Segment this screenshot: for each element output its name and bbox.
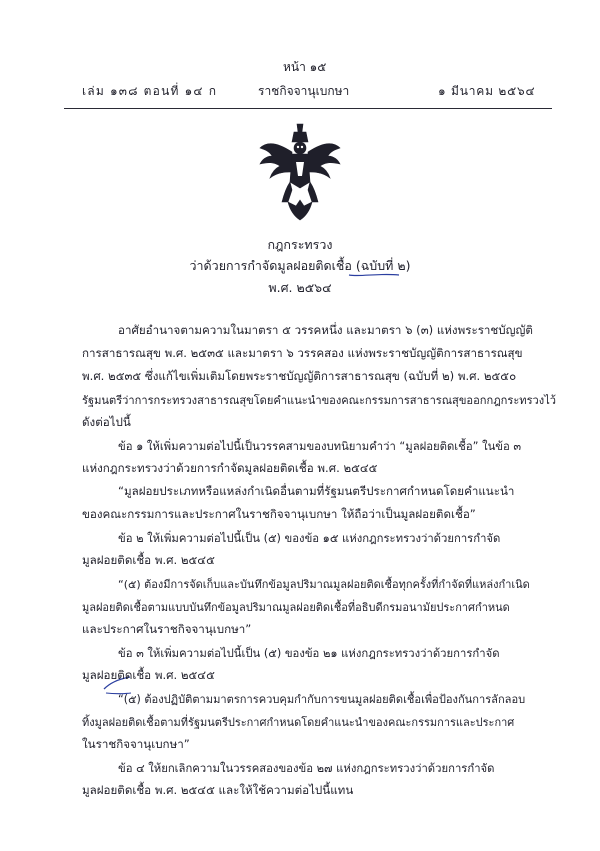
- body-line: มูลฝอยติดเชื้อ พ.ศ. ๒๕๔๕: [82, 668, 215, 682]
- body-line: ดังต่อไปนี้: [82, 415, 131, 429]
- body-line: แห่งกฎกระทรวงว่าด้วยการกำจัดมูลฝอยติดเชื้อ พ.ศ. ๒๕๔๕: [82, 461, 378, 475]
- body-line: รัฐมนตรีว่าการกระทรวงสาธารณสุขโดยคำแนะนำของคณะกรรมการสาธารณสุขออกกฎกระทรวงไว้: [82, 394, 557, 407]
- body-line: “มูลฝอยประเภทหรือแหล่งกำเนิดอื่นตามที่รัฐมนตรีประกาศกำหนดโดยคำแนะนำ: [118, 484, 515, 498]
- body-line: มูลฝอยติดเชื้อ พ.ศ. ๒๕๔๕ และให้ใช้ความต่อไปนี้แทน: [82, 783, 354, 797]
- body-line: ในราชกิจจานุเบกษา”: [82, 737, 190, 751]
- document-title: กฎกระทรวง: [267, 237, 333, 252]
- gazette-name: ราชกิจจานุเบกษา: [258, 84, 350, 98]
- body-line: มูลฝอยติดเชื้อตามแบบบันทึกข้อมูลปริมาณมูลฝอยติดเชื้อที่อธิบดีกรมอนามัยประกาศกำหนด: [82, 601, 510, 614]
- body-line: และประกาศในราชกิจจานุเบกษา”: [82, 622, 252, 636]
- body-line: “(๕) ต้องปฏิบัติตามมาตรการควบคุมกำกับการขนมูลฝอยติดเชื้อเพื่อป้องกันการลักลอบ: [118, 693, 526, 706]
- body-line: พ.ศ. ๒๕๓๕ ซึ่งแก้ไขเพิ่มเติมโดยพระราชบัญญัติการสาธารณสุข (ฉบับที่ ๒) พ.ศ. ๒๕๕๐: [82, 369, 517, 383]
- garuda-emblem-icon: [258, 122, 342, 222]
- gazette-date: ๑ มีนาคม ๒๕๖๔: [438, 84, 536, 98]
- document-year: พ.ศ. ๒๕๖๔: [268, 280, 332, 295]
- document-subtitle: ว่าด้วยการกำจัดมูลฝอยติดเชื้อ (ฉบับที่ ๒): [189, 258, 411, 273]
- body-line: มูลฝอยติดเชื้อ พ.ศ. ๒๕๔๕: [82, 553, 215, 567]
- volume-info: เล่ม ๑๓๘ ตอนที่ ๑๔ ก: [82, 84, 218, 98]
- body-line: อาศัยอำนาจตามความในมาตรา ๕ วรรคหนึ่ง และมาตรา ๖ (๓) แห่งพระราชบัญญัติ: [118, 323, 533, 337]
- body-line: ของคณะกรรมการและประกาศในราชกิจจานุเบกษา ให้ถือว่าเป็นมูลฝอยติดเชื้อ”: [82, 507, 476, 521]
- page-number: หน้า ๑๕: [283, 60, 327, 74]
- clause-1-line: ข้อ ๑ ให้เพิ่มความต่อไปนี้เป็นวรรคสามของบทนิยามคำว่า “มูลฝอยติดเชื้อ” ในข้อ ๓: [118, 440, 522, 453]
- body-line: ทิ้งมูลฝอยติดเชื้อตามที่รัฐมนตรีประกาศกำหนดโดยคำแนะนำของคณะกรรมการและประกาศ: [82, 716, 515, 729]
- clause-2-line: ข้อ ๒ ให้เพิ่มความต่อไปนี้เป็น (๕) ของข้อ ๑๕ แห่งกฎกระทรวงว่าด้วยการกำจัด: [118, 532, 501, 545]
- body-line: “(๕) ต้องมีการจัดเก็บและบันทึกข้อมูลปริมาณมูลฝอยติดเชื้อทุกครั้งที่กำจัดที่แหล่งกำเนิด: [118, 578, 530, 591]
- body-line: การสาธารณสุข พ.ศ. ๒๕๓๕ และมาตรา ๖ วรรคสอง แห่งพระราชบัญญัติการสาธารณสุข: [82, 346, 523, 360]
- header-rule: [64, 108, 552, 109]
- clause-4-line: ข้อ ๔ ให้ยกเลิกความในวรรคสองของข้อ ๒๗ แห่งกฎกระทรวงว่าด้วยการกำจัด: [118, 762, 495, 775]
- underline-pen-mark: [348, 272, 400, 278]
- clause-3-line: ข้อ ๓ ให้เพิ่มความต่อไปนี้เป็น (๕) ของข้อ ๒๑ แห่งกฎกระทรวงว่าด้วยการกำจัด: [118, 647, 500, 660]
